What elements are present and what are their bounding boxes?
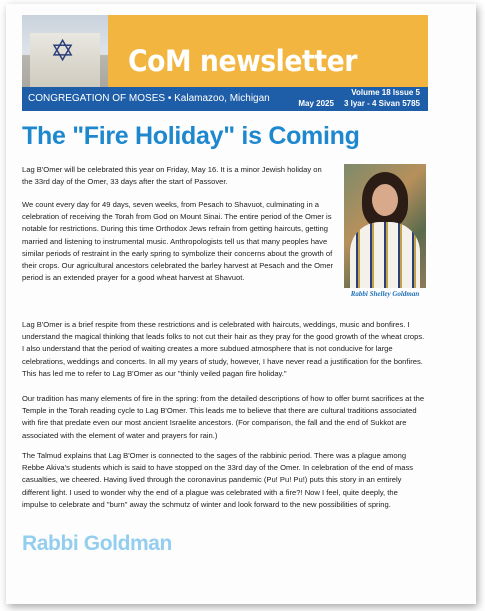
issue-date: May 2025 [298,99,334,108]
photo-caption: Rabbi Shelley Goldman [350,290,420,298]
article-paragraph: We count every day for 49 days, seven weeks, from Pesach to Shavuot, culminating in a celebration of receiving the Torah from God on Mount Sinai. The entire period of the Omer is notable for restrictions. During this time Orthodox Jews refrain from getting haircuts, getting married and listening to instrumental music. Anthropologists tell us that many peoples have similar periods of restraint in the early spring to symbolize their concerns about the growth of their crops. Our agricultural ancestors celebrated the barley harvest at Pesach and the Omer period is an extended prayer for a good wheat harvest at Shavuot. [22,200,334,283]
congregation-line [28,93,270,104]
hebrew-date: 3 Iyar - 4 Sivan 5785 [343,99,420,108]
masthead-info-bar [22,87,428,111]
issue-dates [298,99,420,108]
article-paragraph: The Talmud explains that Lag B'Omer is connected to the sages of the rabbinic period. There was a plague among Rebbe Akiva's students which is said to have stopped on the 33rd day of the Omer. In celebration of the end of mass casualties, we cheered. Having lived through the coronavirus pandemic (Pu! Pu! Pu!) puts this story in an entirely different light. I used to wonder why the end of a plague was celebrated with a fire?! Now I feel, quite deeply, the impulse to celebrate and "burn" away the schmutz of winter and look forward to the new possibilities of spring. [22,451,414,509]
congregation-name: CONGREGATION OF MOSES [28,93,166,104]
portrait-face [372,184,398,216]
author-signature: Rabbi Goldman [22,532,172,555]
article-paragraph: Lag B'Omer is a brief respite from these restrictions and is celebrated with haircuts, weddings, music and bonfires. I understand the magical thinking that leads folks to not cut their hair as they pray for the good growth of the wheat crops. I also understand that the period of waiting creates a more subdued atmosphere that is not conducive for large celebrations, weddings and concerts. In all my years of study, however, I have never read a justification for the bonfires. This has led me to refer to Lag B'Omer as our "thinly veiled pagan fire holiday." [22,320,425,378]
volume-issue: Volume 18 Issue 5 [351,88,420,97]
article-headline: The "Fire Holiday" is Coming [22,122,360,150]
article-paragraph: Our tradition has many elements of fire in the spring: from the detailed descriptions of how to offer burnt sacrifices at the Temple in the Torah reading cycle to Lag B'Omer. This leads me to believe that there are cultural traditions associated with fire that predate even our most ancient Israelite ancestors. (For comparison, the fall and the end of Sukkot are associated with the element of water and prayers for rain.) [22,394,425,440]
rabbi-portrait-photo [344,164,426,288]
newsletter-title: CoM newsletter [128,44,357,78]
masthead-photo [22,15,108,87]
portrait-tallit [350,222,420,288]
location: Kalamazoo, Michigan [174,93,270,104]
separator-bullet: • [167,93,172,104]
star-of-david-icon: ✡ [50,34,76,69]
article-paragraph: Lag B'Omer will be celebrated this year on Friday, May 16. It is a minor Jewish holiday on the 33rd day of the Omer, 33 days after the start of Passover. [22,165,322,187]
